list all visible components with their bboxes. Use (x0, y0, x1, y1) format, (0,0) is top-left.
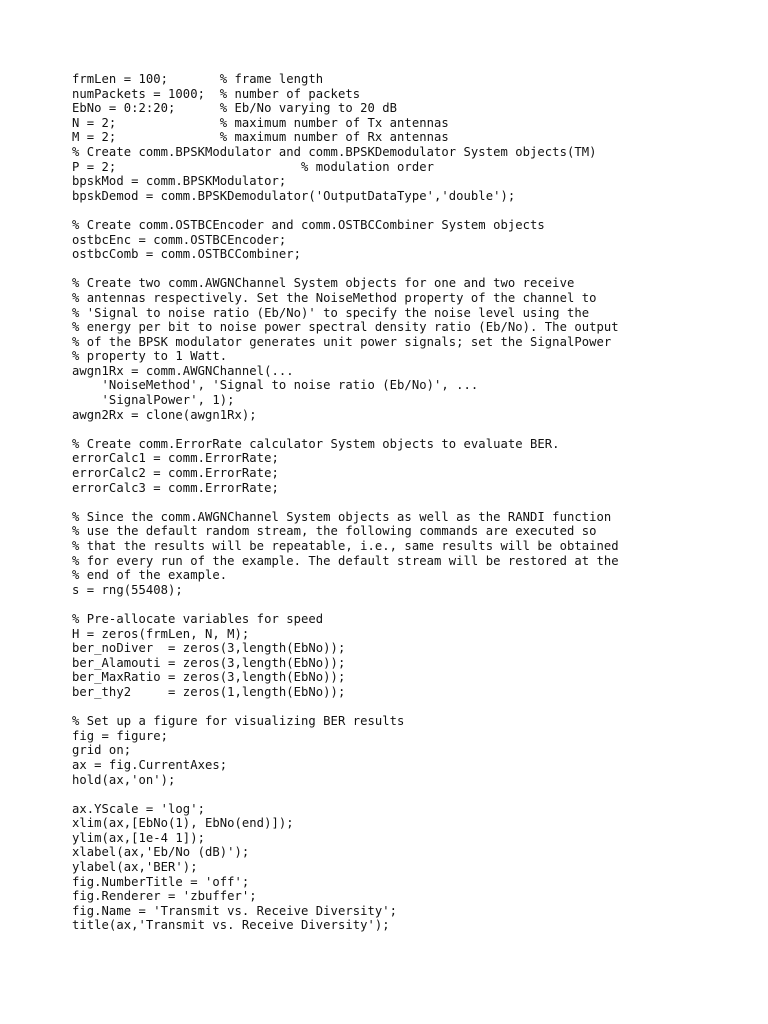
code-line: hold(ax,'on'); (72, 772, 176, 787)
code-line: fig.NumberTitle = 'off'; (72, 874, 250, 889)
code-line: % antennas respectively. Set the NoiseMethod property of the channel to (72, 290, 597, 305)
code-line: % for every run of the example. The default stream will be restored at the (72, 553, 619, 568)
code-line: ax = fig.CurrentAxes; (72, 757, 228, 772)
code-line: % Pre-allocate variables for speed (72, 611, 324, 626)
code-line: % Create two comm.AWGNChannel System objects for one and two receive (72, 276, 575, 291)
code-line: ylabel(ax,'BER'); (72, 860, 198, 875)
code-line: numPackets = 1000; % number of packets (72, 86, 361, 101)
code-line: ber_MaxRatio = zeros(3,length(EbNo)); (72, 670, 346, 685)
code-line: xlabel(ax,'Eb/No (dB)'); (72, 845, 250, 860)
code-line: EbNo = 0:2:20; % Eb/No varying to 20 dB (72, 101, 398, 116)
code-line: ber_noDiver = zeros(3,length(EbNo)); (72, 641, 346, 656)
code-line: % use the default random stream, the following commands are executed so (72, 524, 597, 539)
code-line: ax.YScale = 'log'; (72, 801, 205, 816)
code-line: s = rng(55408); (72, 582, 183, 597)
code-line: ostbcComb = comm.OSTBCCombiner; (72, 247, 302, 262)
code-line: M = 2; % maximum number of Rx antennas (72, 130, 449, 145)
code-line: % Since the comm.AWGNChannel System objects as well as the RANDI function (72, 509, 612, 524)
code-line: N = 2; % maximum number of Tx antennas (72, 115, 449, 130)
code-line: % that the results will be repeatable, i.e., same results will be obtained (72, 539, 619, 553)
code-line: title(ax,'Transmit vs. Receive Diversity'); (72, 918, 390, 933)
code-line: % Create comm.ErrorRate calculator System objects to evaluate BER. (72, 436, 560, 451)
code-line: bpskDemod = comm.BPSKDemodulator('OutputDataType','double'); (72, 188, 516, 203)
code-line: awgn2Rx = clone(awgn1Rx); (72, 407, 257, 422)
code-line: % end of the example. (72, 568, 228, 583)
code-line: % 'Signal to noise ratio (Eb/No)' to specify the noise level using the (72, 305, 590, 320)
blank-line (72, 262, 752, 277)
code-line: 'NoiseMethod', 'Signal to noise ratio (Eb/No)', ... (72, 378, 479, 393)
code-line: ber_Alamouti = zeros(3,length(EbNo)); (72, 655, 346, 670)
code-line: bpskMod = comm.BPSKModulator; (72, 174, 287, 189)
blank-line (72, 422, 752, 437)
code-line: P = 2; % modulation order (72, 159, 434, 174)
code-line: errorCalc2 = comm.ErrorRate; (72, 466, 279, 481)
code-line: ber_thy2 = zeros(1,length(EbNo)); (72, 684, 346, 699)
code-line: % Set up a figure for visualizing BER results (72, 714, 405, 729)
code-line: awgn1Rx = comm.AWGNChannel(... (72, 363, 294, 378)
blank-line (72, 597, 752, 612)
code-line: errorCalc1 = comm.ErrorRate; (72, 451, 279, 466)
code-line: fig = figure; (72, 728, 169, 743)
code-line: frmLen = 100; % frame length (72, 72, 324, 86)
code-line: % Create comm.BPSKModulator and comm.BPSKDemodulator System objects(TM) (72, 144, 597, 159)
code-line: H = zeros(frmLen, N, M); (72, 626, 250, 641)
blank-line (72, 700, 752, 715)
code-line: fig.Renderer = 'zbuffer'; (72, 889, 257, 904)
code-line: ostbcEnc = comm.OSTBCEncoder; (72, 232, 287, 247)
code-line: % of the BPSK modulator generates unit power signals; set the SignalPower (72, 334, 612, 349)
code-line: xlim(ax,[EbNo(1), EbNo(end)]); (72, 816, 294, 831)
code-line: grid on; (72, 743, 132, 758)
code-line: fig.Name = 'Transmit vs. Receive Diversity'; (72, 903, 398, 918)
code-line: 'SignalPower', 1); (72, 393, 235, 408)
code-line: % property to 1 Watt. (72, 349, 228, 364)
blank-line (72, 787, 752, 802)
code-line: errorCalc3 = comm.ErrorRate; (72, 480, 279, 495)
code-listing (72, 72, 752, 933)
blank-line (72, 203, 752, 218)
code-line: % energy per bit to noise power spectral density ratio (Eb/No). The output (72, 320, 619, 335)
code-line: % Create comm.OSTBCEncoder and comm.OSTBCCombiner System objects (72, 217, 545, 232)
blank-line (72, 495, 752, 510)
code-line: ylim(ax,[1e-4 1]); (72, 830, 205, 845)
